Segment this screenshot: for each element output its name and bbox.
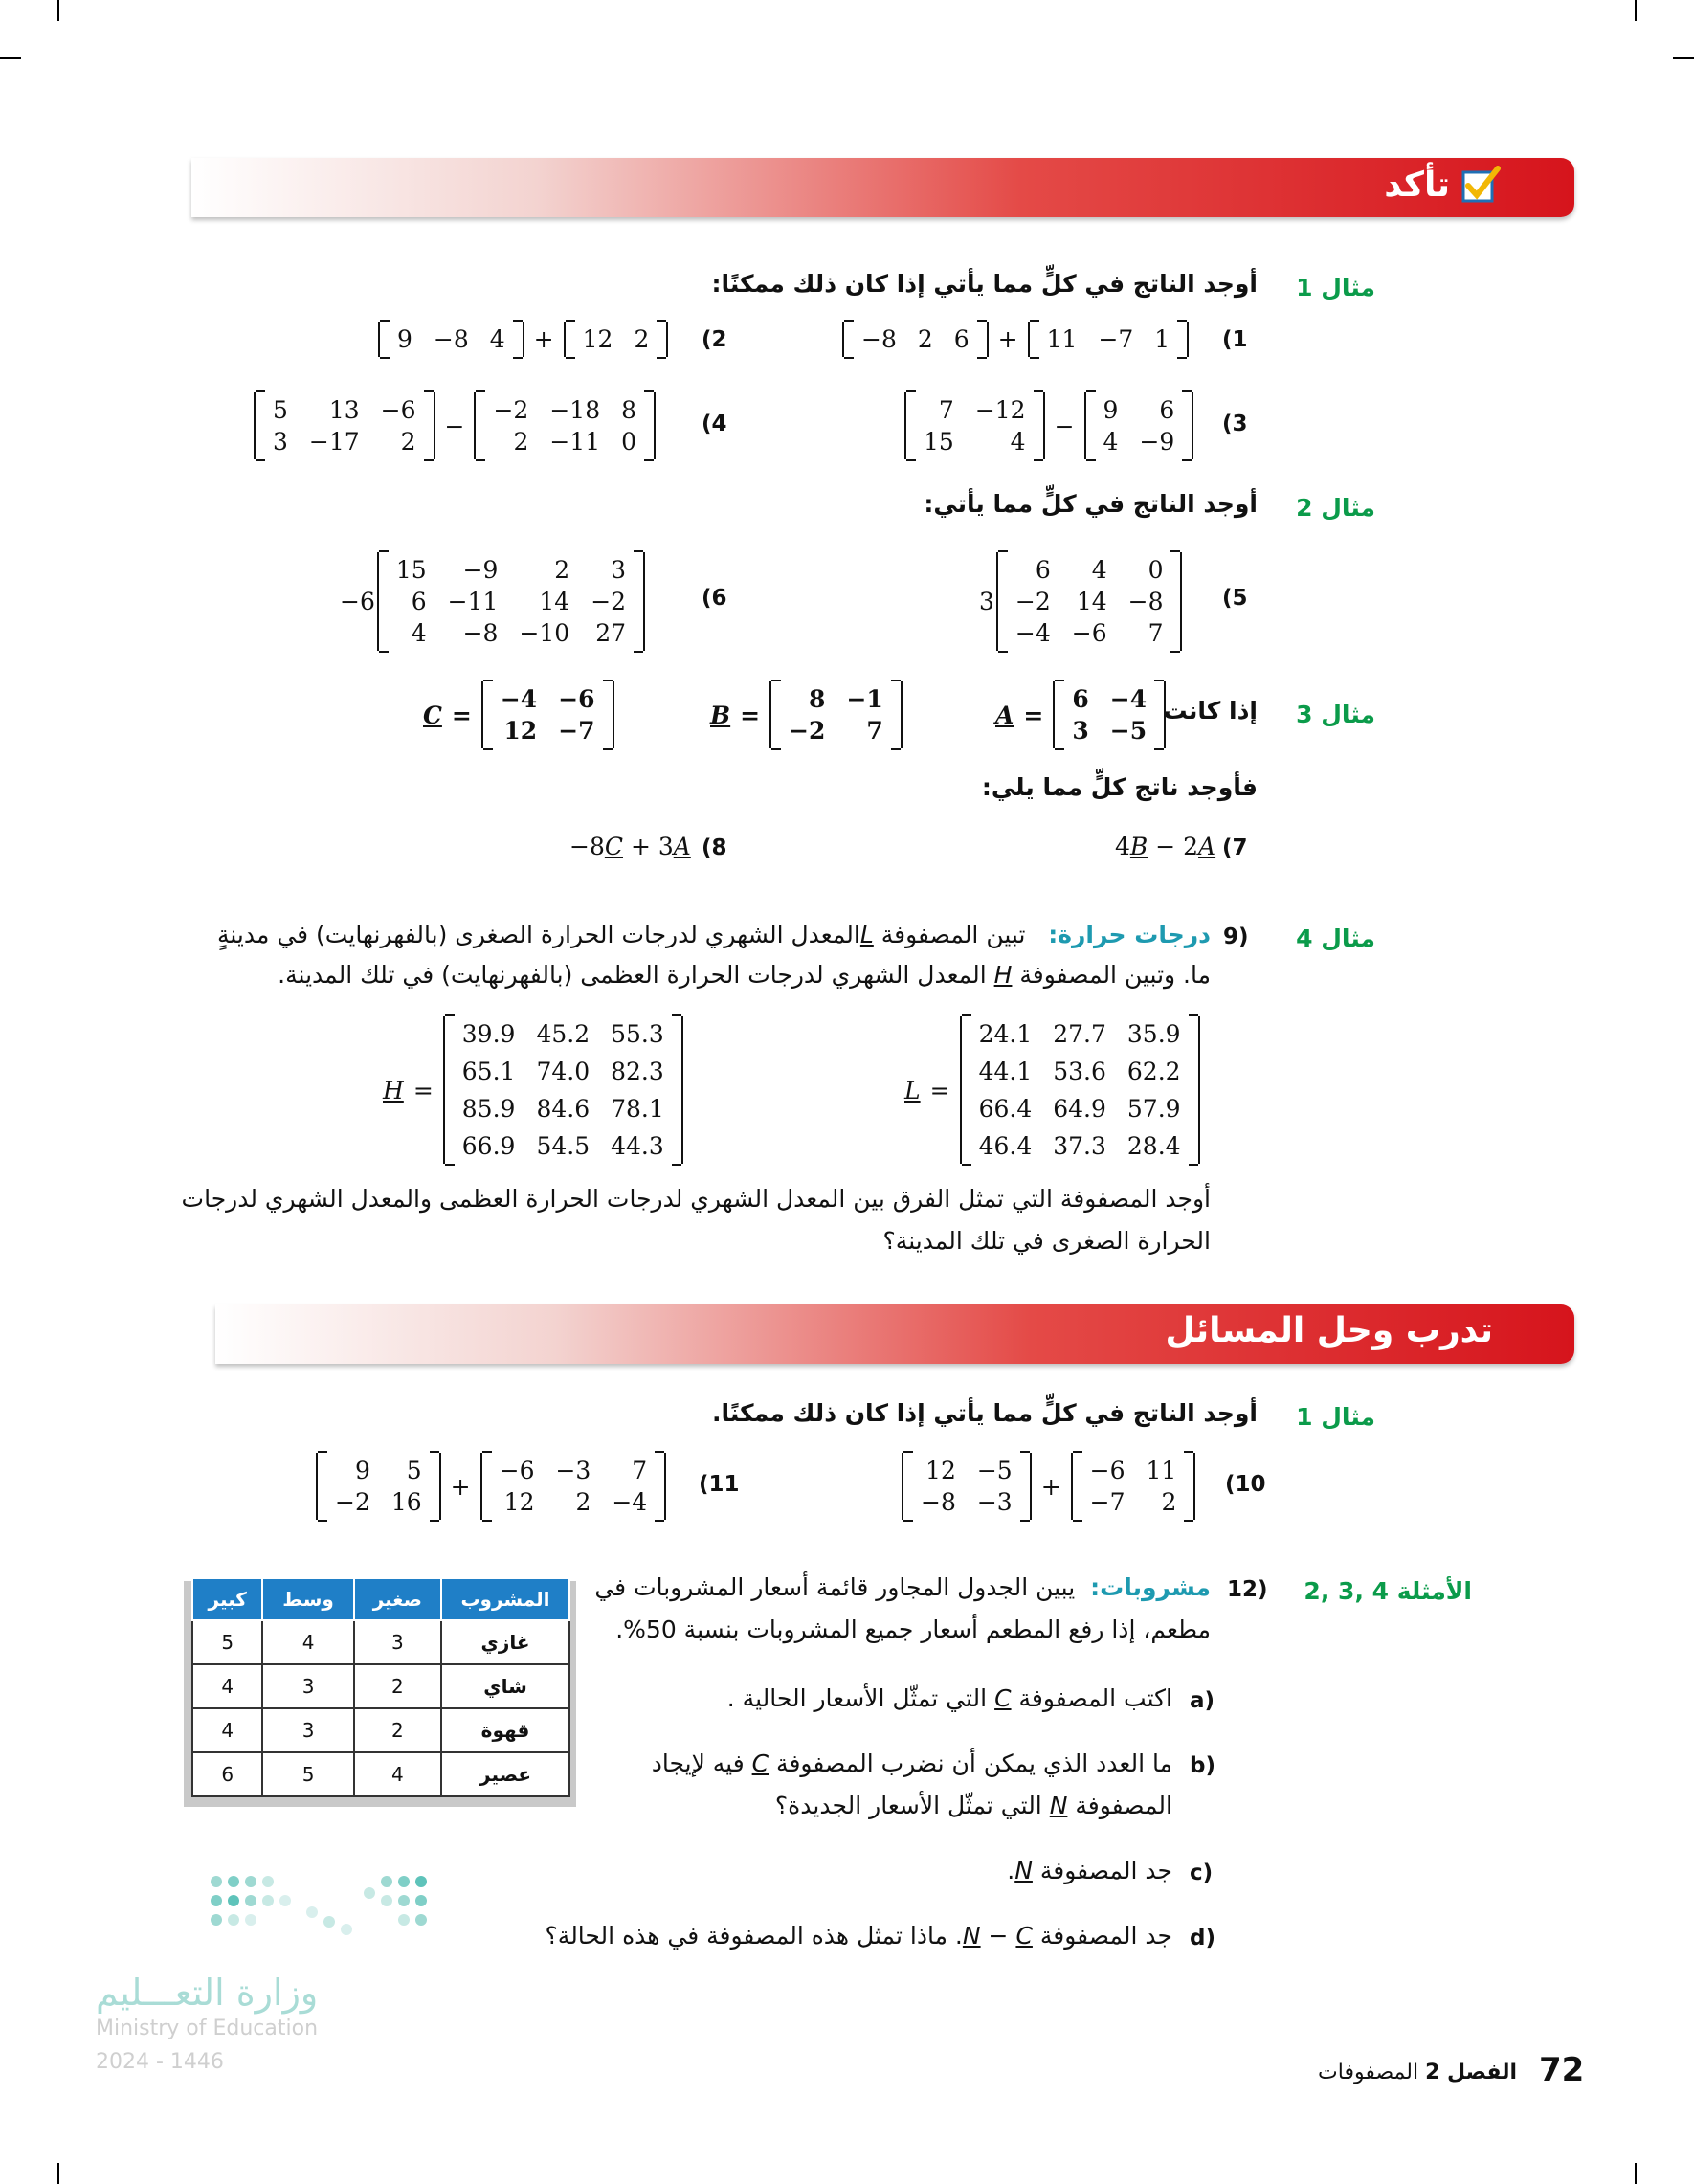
page-number: 72	[1539, 2051, 1585, 2089]
matrix: 6 −4 3 −5	[1053, 681, 1166, 748]
question-text: أوجد الناتج في كلٍّ مما يأتي إذا كان ذلك ممكنًا.	[711, 1399, 1258, 1427]
crop-mark	[57, 0, 59, 21]
table-row	[192, 1664, 569, 1708]
problem-3: 7 −12 15 4 − 9 6 4 −9	[904, 392, 1193, 459]
table-cell: 2	[354, 1708, 441, 1752]
problem-12-line2: مطعم، إذا رفع المطعم أسعار جميع المشروبات بنسبة 50%.	[615, 1616, 1211, 1643]
crop-mark	[1635, 0, 1637, 21]
question-text: أوجد الناتج في كلٍّ مما يأتي إذا كان ذلك ممكنًا:	[711, 270, 1258, 298]
part-c-text: جد المصفوفة N.	[1007, 1857, 1172, 1884]
matrix-H-def: H = 39.9 45.2 55.3 65.1 74.0 82.3 85.9 84.6 78.1 66.9 54.5 44.3	[383, 1016, 683, 1164]
problem-8: −8C + 3A	[569, 833, 691, 860]
problem-11: 9 5 −2 16 + −6 −3 7 12 2 −4	[316, 1453, 666, 1520]
example-label: مثال 2	[1296, 494, 1375, 522]
matrix-B-def: B = 8 −1 −2 7	[710, 681, 903, 748]
problem-9-question-line1: أوجد المصفوفة التي تمثل الفرق بين المعدل الشهري لدرجات الحرارة العظمى والمعدل الشهري لدرجات	[181, 1185, 1211, 1213]
example-label: مثال 1	[1296, 1403, 1375, 1431]
checkbox-icon	[1460, 165, 1502, 207]
matrix-C-def: C = −4 −6 12 −7	[423, 681, 614, 748]
part-b-text: ما العدد الذي يمكن أن نضرب المصفوفة C فيه لإيجاد	[651, 1749, 1172, 1777]
table-cell: 3	[262, 1708, 353, 1752]
matrix: 9 6 4 −9	[1084, 392, 1194, 459]
table-row	[192, 1620, 569, 1664]
problem-number: (2	[702, 327, 727, 352]
check-title: تأكد	[1384, 166, 1450, 205]
table-header: صغير	[354, 1578, 441, 1620]
ministry-name-ar: وزارة التعـــليم	[96, 1972, 319, 2014]
crop-mark	[1635, 2163, 1637, 2184]
matrix: 7 −12 15 4	[904, 392, 1045, 459]
matrix: 12 2	[564, 322, 669, 357]
matrix: 15 −9 2 3 6 −11 14 −2 4 −8 −10 27	[377, 552, 645, 651]
table-cell: 4	[192, 1664, 262, 1708]
part-a-text: اكتب المصفوفة C التي تمثّل الأسعار الحالية .	[726, 1684, 1172, 1712]
problem-number: (4	[702, 412, 727, 436]
matrix-L-def: L = 24.1 27.7 35.9 44.1 53.6 62.2 66.4 64.9 57.9 46.4 37.3 28.4	[904, 1016, 1200, 1164]
table-cell: 5	[192, 1620, 262, 1664]
check-banner	[191, 158, 1574, 217]
problem-9-line1: درجات حرارة: تبين المصفوفة Lالمعدل الشهري لدرجات الحرارة الصغرى (بالفهرنهايت) في مدينةٍ	[216, 921, 1211, 948]
table-cell: 4	[354, 1752, 441, 1796]
problem-number: (6	[702, 586, 727, 611]
part-d-text: جد المصفوفة N − C. ماذا تمثل هذه المصفوفة في هذه الحالة؟	[545, 1922, 1172, 1950]
part-label: c)	[1190, 1861, 1214, 1885]
find-text: فأوجد ناتج كلٍّ مما يلي:	[981, 773, 1258, 801]
table-cell: 2	[354, 1664, 441, 1708]
matrix: −6 11 −7 2	[1071, 1453, 1196, 1520]
problem-5: 3 6 4 0 −2 14 −8 −4 −6 7	[979, 552, 1182, 651]
table-cell: 6	[192, 1752, 262, 1796]
example-label: مثال 1	[1296, 274, 1375, 301]
practice-title: تدرب وحل المسائل	[1165, 1311, 1493, 1350]
table-cell: عصير	[441, 1752, 569, 1796]
matrix: −2 −18 8 2 −11 0	[474, 392, 656, 459]
problem-number: (5	[1222, 586, 1248, 611]
problem-10: 12 −5 −8 −3 + −6 11 −7 2	[902, 1453, 1195, 1520]
year-text: 2024 - 1446	[96, 2050, 224, 2074]
table-row	[192, 1752, 569, 1796]
examples-label: الأمثلة 4 ,3 ,2	[1304, 1577, 1472, 1605]
problem-9-line2: ما. وتبين المصفوفة H المعدل الشهري لدرجات الحرارة العظمى (بالفهرنهايت) في تلك المدينة.	[278, 961, 1211, 989]
table-cell: 3	[262, 1664, 353, 1708]
question-text: أوجد الناتج في كلٍّ مما يأتي:	[924, 490, 1258, 518]
matrix: −8 2 6	[842, 322, 989, 357]
problem-number: (8	[702, 836, 727, 860]
ministry-logo-dots	[211, 1868, 450, 1945]
table-cell: 3	[354, 1620, 441, 1664]
table-header: وسط	[262, 1578, 353, 1620]
table-header: كبير	[192, 1578, 262, 1620]
crop-mark	[1673, 57, 1694, 59]
ministry-name-en: Ministry of Education	[96, 2017, 319, 2040]
problem-2: 9 −8 4 + 12 2	[378, 322, 668, 357]
problem-6: −6 15 −9 2 3 6 −11 14 −2 4 −8 −10 27	[340, 552, 645, 651]
matrix: 12 −5 −8 −3	[902, 1453, 1032, 1520]
drinks-table	[191, 1577, 570, 1797]
problem-1: −8 2 6 + 11 −7 1	[842, 322, 1189, 357]
table-cell: شاي	[441, 1664, 569, 1708]
crop-mark	[57, 2163, 59, 2184]
table-cell: 5	[262, 1752, 353, 1796]
problem-number: 9)	[1223, 925, 1249, 949]
example-label: مثال 4	[1296, 925, 1375, 952]
matrix: 11 −7 1	[1028, 322, 1190, 357]
matrix: 6 4 0 −2 14 −8 −4 −6 7	[996, 552, 1183, 651]
problem-number: (7	[1222, 836, 1248, 860]
matrix: 8 −1 −2 7	[769, 681, 903, 748]
matrix: −4 −6 12 −7	[481, 681, 614, 748]
matrix: 24.1 27.7 35.9 44.1 53.6 62.2 66.4 64.9 57.9 46.4 37.3 28.4	[960, 1016, 1200, 1164]
table-row	[192, 1708, 569, 1752]
part-label: b)	[1190, 1753, 1215, 1778]
problem-number: (10	[1225, 1472, 1266, 1497]
if-text: إذا كانت	[1163, 697, 1258, 724]
table-header: المشروب	[441, 1578, 569, 1620]
table-cell: غازي	[441, 1620, 569, 1664]
matrix-A-def: A = 6 −4 3 −5	[995, 681, 1166, 748]
problem-number: (3	[1222, 412, 1248, 436]
matrix: 5 13 −6 3 −17 2	[254, 392, 435, 459]
matrix: 9 −8 4	[378, 322, 524, 357]
problem-7: 4B − 2A	[1115, 833, 1216, 860]
table-cell: قهوة	[441, 1708, 569, 1752]
problem-number: 12)	[1227, 1577, 1268, 1602]
problem-number: (1	[1222, 327, 1248, 352]
table-cell: 4	[262, 1620, 353, 1664]
part-b-text-line2: المصفوفة N التي تمثّل الأسعار الجديدة؟	[774, 1792, 1172, 1819]
part-label: a)	[1190, 1688, 1215, 1713]
table-cell: 4	[192, 1708, 262, 1752]
example-label: مثال 3	[1296, 701, 1375, 728]
chapter-info: الفصل 2 المصفوفات	[1318, 2061, 1517, 2084]
problem-4: 5 13 −6 3 −17 2 − −2 −18 8 2 −11 0	[254, 392, 656, 459]
matrix: 39.9 45.2 55.3 65.1 74.0 82.3 85.9 84.6 78.1 66.9 54.5 44.3	[443, 1016, 683, 1164]
table-header-row	[192, 1578, 569, 1620]
matrix: −6 −3 7 12 2 −4	[480, 1453, 667, 1520]
problem-9-question-line2: الحرارة الصغرى في تلك المدينة؟	[882, 1227, 1211, 1255]
part-label: d)	[1190, 1926, 1215, 1950]
problem-number: (11	[699, 1472, 740, 1497]
problem-12-line1: مشروبات: يبين الجدول المجاور قائمة أسعار المشروبات في	[594, 1573, 1211, 1601]
crop-mark	[0, 57, 21, 59]
matrix: 9 5 −2 16	[316, 1453, 441, 1520]
